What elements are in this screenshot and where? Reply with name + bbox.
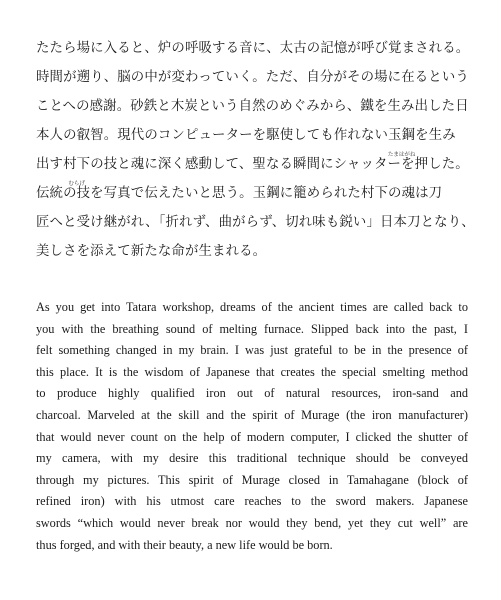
japanese-paragraph: [36, 34, 476, 266]
ruby-term: [63, 150, 91, 187]
english-line: swords “which would never break nor would they bend, yet they cut well” are: [36, 515, 468, 530]
english-line: my camera, with my desire this traditional technique should be conveyed: [36, 451, 468, 466]
japanese-text: ことへの感謝。砂鉄と木炭という自然のめぐみから、鐵を生み出した日: [36, 99, 469, 114]
english-line: you with the breathing sound of melting furnace. Slipped back into the past, I: [36, 321, 468, 336]
japanese-line: [36, 237, 476, 266]
ruby-base: 玉鋼: [388, 128, 416, 143]
japanese-line: [36, 179, 476, 208]
japanese-text: の技と魂に深く感動して、聖なる瞬間にシャッターを押した。: [90, 157, 469, 172]
ruby-term: [387, 121, 416, 158]
english-paragraph: [36, 297, 468, 556]
japanese-line: [36, 92, 476, 121]
english-line: to produce highly qualified iron out of natural resources, iron-sand and: [36, 386, 468, 401]
english-line: thus forged, and with their beauty, a new life would be born.: [36, 537, 333, 552]
japanese-text: 本人の叡智。現代のコンピューターを駆使しても作れない: [36, 128, 389, 143]
japanese-line: [36, 34, 476, 63]
japanese-text: 匠へと受け継がれ、「折れず、曲がらず、切れ味も鋭い」日本刀となり、: [36, 215, 475, 230]
english-line: this place. It is the wisdom of Japanese that creates the special smelting method: [36, 364, 468, 379]
english-line: felt something changed in my brain. I was just grateful to be in the presence of: [36, 343, 468, 358]
japanese-text: 出す: [36, 157, 64, 172]
ruby-reading: たまはがね: [387, 152, 416, 158]
ruby-base: 村下: [63, 157, 91, 172]
english-line: through my pictures. This spirit of Murage closed in Tamahagane (block of: [36, 472, 468, 487]
english-line: charcoal. Marveled at the skill and the spirit of Murage (the iron manufacturer): [36, 407, 468, 422]
japanese-line: [36, 121, 476, 158]
japanese-line: [36, 208, 476, 237]
japanese-text: 美しさを添えて新たな命が生まれる。: [36, 244, 267, 259]
ruby-reading: むらげ: [68, 181, 85, 187]
japanese-line: [36, 63, 476, 92]
english-line: As you get into Tatara workshop, dreams of the ancient times are called back to: [36, 300, 468, 314]
japanese-text: 伝統の技を写真で伝えたいと思う。玉鋼に籠められた村下の魂は刀: [36, 186, 443, 201]
japanese-text: たたら場に入ると、炉の呼吸する音に、太古の記憶が呼び覚まされる。: [36, 41, 470, 56]
english-line: that would never count on the help of modern computer, I clicked the shutter of: [36, 429, 468, 444]
japanese-text: を生み: [415, 128, 456, 143]
japanese-line: [36, 150, 476, 187]
japanese-text: 時間が遡り、脳の中が変わっていく。ただ、自分がその場に在るという: [36, 70, 469, 85]
english-line: refined iron) with his utmost care reaches to the sword makers. Japanese: [36, 494, 468, 509]
